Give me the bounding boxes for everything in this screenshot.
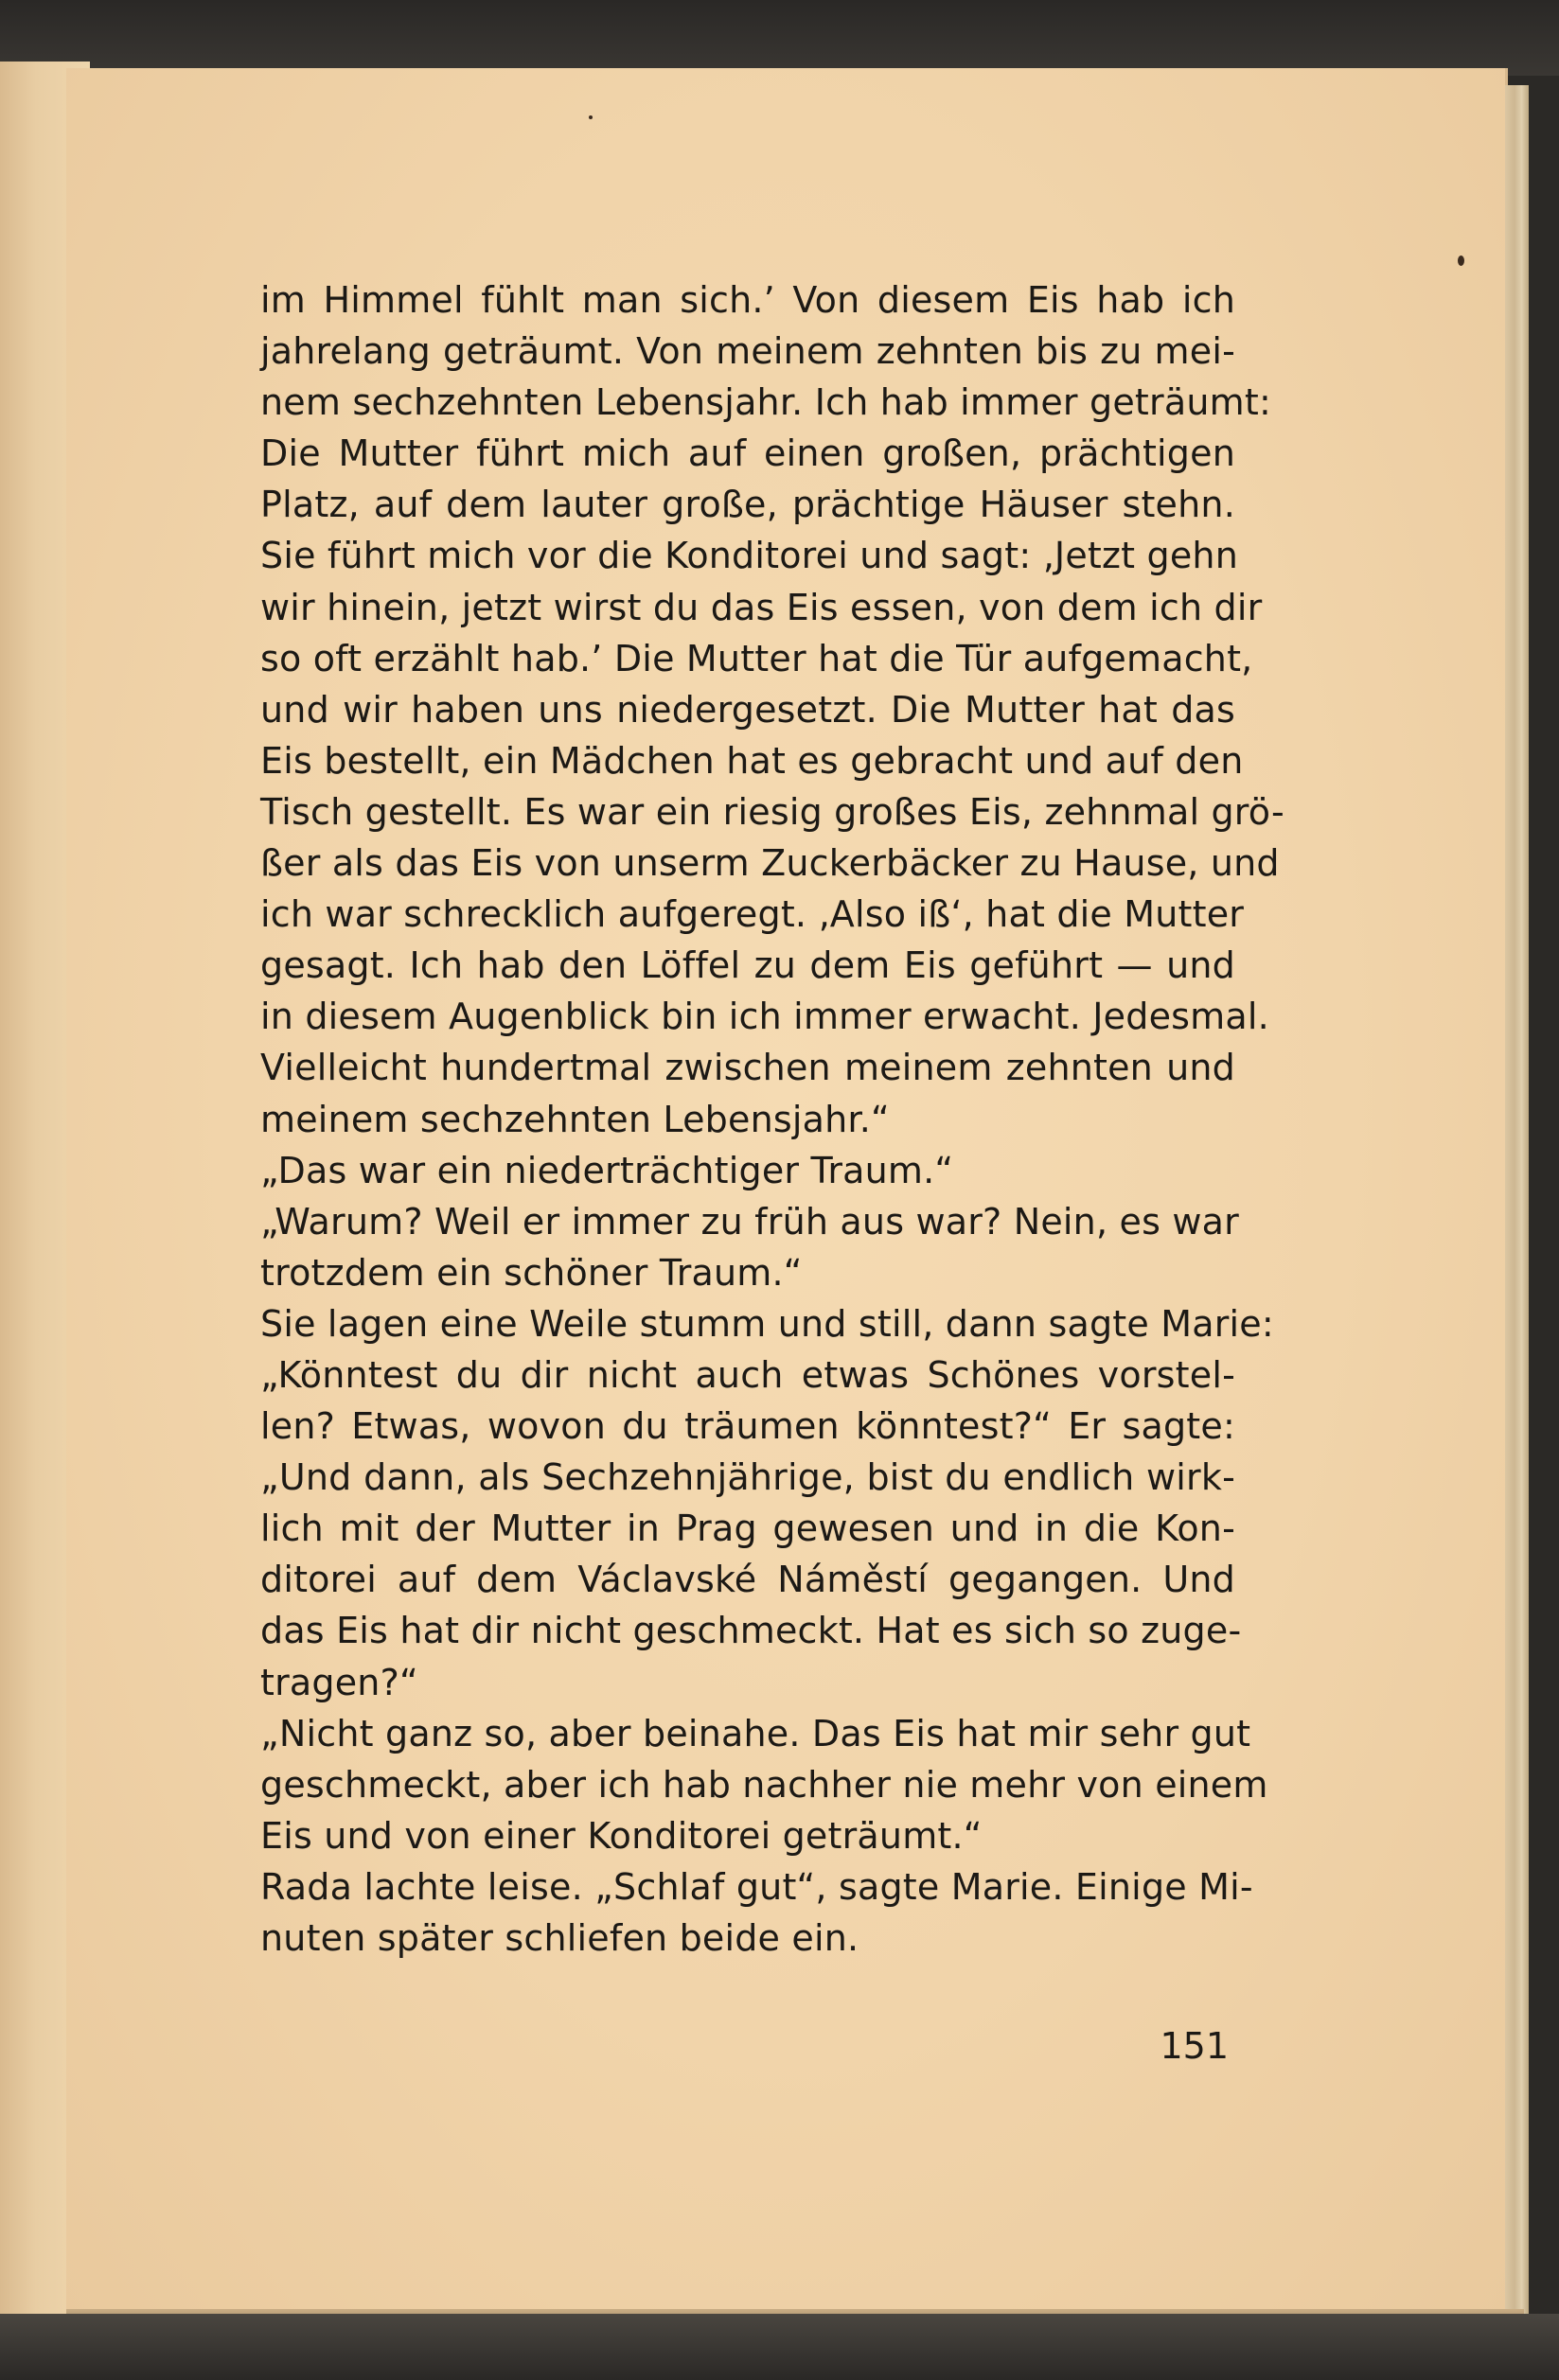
text-line: meinem sechzehnten Lebensjahr.“ [260,1098,890,1140]
paper-speck [589,115,593,119]
text-line: „Könntest du dir nicht auch etwas Schönes vorstel- [260,1353,1235,1396]
text-line: Vielleicht hundertmal zwischen meinem zehnten und [260,1047,1235,1089]
text-line: „Nicht ganz so, aber beinahe. Das Eis hat mir sehr gut [260,1712,1251,1754]
text-line: jahrelang geträumt. Von meinem zehnten bis zu mei- [260,330,1235,373]
text-line: „Warum? Weil er immer zu früh aus war? Nein, es war [260,1200,1239,1243]
text-line: nem sechzehnten Lebensjahr. Ich hab immer geträumt: [260,381,1271,424]
text-line: nuten später schliefen beide ein. [260,1917,859,1959]
text-line: im Himmel fühlt man sich.’ Von diesem Eis hab ich [260,279,1235,321]
text-line: und wir haben uns niedergesetzt. Die Mutter hat das [260,688,1235,731]
text-line: len? Etwas, wovon du träumen könntest?“ Er sagte: [260,1405,1235,1448]
page-stack-edge [1505,85,1529,2318]
text-line: lich mit der Mutter in Prag gewesen und in die Kon- [260,1507,1235,1550]
text-line: wir hinein, jetzt wirst du das Eis essen, von dem ich dir [260,586,1263,628]
text-line: Rada lachte leise. „Schlaf gut“, sagte Marie. Einige Mi- [260,1865,1253,1908]
text-line: Die Mutter führt mich auf einen großen, prächtigen [260,432,1235,475]
paper-speck [1458,256,1464,266]
text-line: Tisch gestellt. Es war ein riesig großes Eis, zehnmal grö- [260,790,1284,833]
text-line: so oft erzählt hab.’ Die Mutter hat die Tür aufgemacht, [260,637,1253,679]
text-line: geschmeckt, aber ich hab nachher nie mehr von einem [260,1763,1268,1806]
page-number: 151 [1160,2025,1229,2067]
text-line: das Eis hat dir nicht geschmeckt. Hat es sich so zuge- [260,1610,1242,1652]
scan-background-top [0,0,1559,76]
text-line: ditorei auf dem Václavské Náměstí gegangen. Und [260,1559,1235,1601]
text-line: Eis bestellt, ein Mädchen hat es gebracht und auf den [260,739,1244,782]
text-line: „Und dann, als Sechzehnjährige, bist du endlich wirk- [260,1456,1235,1499]
scan-background-bottom [0,2314,1559,2380]
text-line: trotzdem ein schöner Traum.“ [260,1251,803,1294]
body-text [260,274,1284,1964]
text-line: Sie führt mich vor die Konditorei und sagt: ‚Jetzt gehn [260,535,1238,577]
text-line: gesagt. Ich hab den Löffel zu dem Eis geführt — und [260,944,1235,987]
text-line: Eis und von einer Konditorei geträumt.“ [260,1814,983,1857]
text-line: ßer als das Eis von unserm Zuckerbäcker zu Hause, und [260,842,1280,885]
text-line: ich war schrecklich aufgeregt. ‚Also iß‘, hat die Mutter [260,893,1245,936]
text-line: „Das war ein niederträchtiger Traum.“ [260,1149,954,1191]
text-line: in diesem Augenblick bin ich immer erwacht. Jedesmal. [260,996,1269,1038]
text-line: tragen?“ [260,1661,418,1703]
text-line: Platz, auf dem lauter große, prächtige Häuser stehn. [260,484,1235,526]
text-line: Sie lagen eine Weile stumm und still, dann sagte Marie: [260,1302,1274,1345]
